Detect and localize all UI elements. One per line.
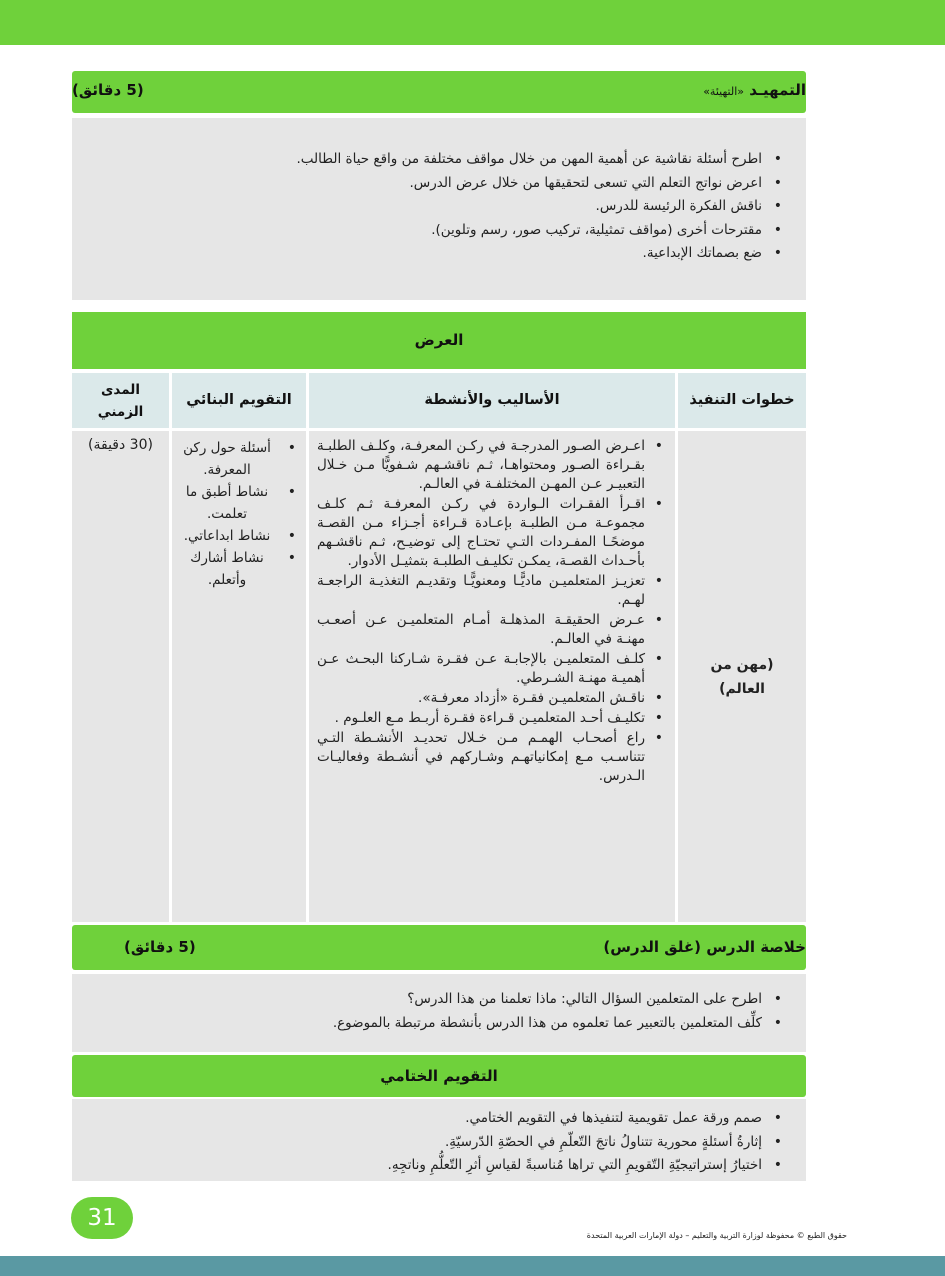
list-item: • اقـرأ الفقـرات الـواردة في ركـن المعرفـة ثـم كلـف مجموعـة مـن الطلبـة بإعـادة قـراءة أجـزاء مـن القصـة موضحًـا المفـردات التـي تحتـاج إلى توضيـح، ثـم ناقشـهم بأحـداث القصـة، يمكـن تكليـف الطلبـة بتمثيـل الأدوار. <box>317 495 665 571</box>
header-time-line2: الزمني <box>97 404 144 420</box>
copyright-notice: حقوق الطبع © محفوظة لوزارة التربية والتعليم – دولة الإمارات العربية المتحدة <box>586 1231 847 1240</box>
bottom-banner <box>0 1256 945 1276</box>
evaluation-list <box>178 437 298 591</box>
list-item: • صمم ورقة عمل تقويمية لتنفيذها في التقويم الختامي. <box>92 1107 784 1131</box>
header-time <box>72 373 169 428</box>
list-item: • راع أصحـاب الهمـم مـن خـلال تحديـد الأنشـطة التـي تتناسـب مـع إمكانياتهـم وشـاركهم في أنشـطة وفعاليـات الـدرس. <box>317 729 665 786</box>
list-item: • نشاط أطبق ما تعلمت. <box>178 481 298 525</box>
header-activities: الأساليب والأنشطة <box>309 373 675 428</box>
list-item: • كلِّف المتعلمين بالتعبير عما تعلموه من هذا الدرس بأنشطة مرتبطة بالموضوع. <box>92 1012 784 1036</box>
summary-duration: (5 دقائق) <box>124 938 196 956</box>
intro-header <box>72 71 806 113</box>
header-time-line1: المدى <box>101 382 140 398</box>
header-evaluation: التقويم البنائي <box>172 373 306 428</box>
intro-duration: (5 دقائق) <box>72 81 144 99</box>
list-item: • عـرض الحقيقـة المذهلـة أمـام المتعلميـن عـن أصعـب مهنـة في العالـم. <box>317 611 665 649</box>
evaluation-cell <box>172 431 306 922</box>
final-eval-panel <box>72 1099 806 1181</box>
final-eval-list <box>92 1107 784 1178</box>
summary-title: خلاصة الدرس (غلق الدرس) <box>603 938 806 956</box>
steps-cell <box>678 431 806 922</box>
activities-list <box>317 437 665 786</box>
activities-cell <box>309 431 675 922</box>
step-label: (مهن من العالم) <box>710 657 774 697</box>
final-eval-header: التقويم الختامي <box>72 1055 806 1097</box>
presentation-table <box>72 371 806 922</box>
time-cell: (30 دقيقة) <box>72 431 169 922</box>
list-item: • اعـرض الصـور المدرجـة في ركـن المعرفـة، وكلـف الطلبـة بقـراءة الصـور ومحتواهـا، ثـم ناقشـهم شـفويًّا مـن خـلال التعبيـر عـن المهـن المختلفـة في العالـم. <box>317 437 665 494</box>
intro-title: التمهيـد «التهيئة» <box>703 81 806 99</box>
header-steps: خطوات التنفيذ <box>678 373 806 428</box>
top-banner <box>0 0 945 45</box>
list-item: • إثارةُ أسئلةٍ محورية تتناولُ ناتجَ التّعلّمِ في الحصّةِ الدّرسيّةِ. <box>92 1131 784 1155</box>
summary-header <box>72 925 806 970</box>
presentation-header: العرض <box>72 312 806 369</box>
summary-panel <box>72 974 806 1052</box>
list-item: • نشاط أشارك وأتعلم. <box>178 547 298 591</box>
list-item: • ضع بصماتك الإبداعية. <box>92 242 784 266</box>
intro-list <box>92 148 784 266</box>
intro-subtitle: «التهيئة» <box>703 85 744 98</box>
list-item: • اطرح أسئلة نقاشية عن أهمية المهن من خلال مواقف مختلفة من واقع حياة الطالب. <box>92 148 784 172</box>
page-number: 31 <box>71 1197 133 1239</box>
intro-panel <box>72 118 806 300</box>
list-item: • اعرض نواتج التعلم التي تسعى لتحقيقها من خلال عرض الدرس. <box>92 172 784 196</box>
list-item: • تعزيـز المتعلميـن ماديًّـا ومعنويًّـا وتقديـم التغذيـة الراجعـة لهـم. <box>317 572 665 610</box>
summary-list <box>92 988 784 1035</box>
list-item: • كلـف المتعلميـن بالإجابـة عـن فقـرة شـاركنا البحـث عـن أهميـة مهنـة الشـرطي. <box>317 650 665 688</box>
list-item: • أسئلة حول ركن المعرفة. <box>178 437 298 481</box>
list-item: • نشاط ابداعاتي. <box>178 525 298 547</box>
list-item: • تكليـف أحـد المتعلميـن قـراءة فقـرة أربـط مـع العلـوم . <box>317 709 665 728</box>
list-item: • اختيارُ إستراتيجيّةِ التّقويمِ التي تراها مُناسبةً لقياسِ أثرِ التّعلُّمِ وناتجِهِ. <box>92 1154 784 1178</box>
list-item: • اطرح على المتعلمين السؤال التالي: ماذا تعلمنا من هذا الدرس؟ <box>92 988 784 1012</box>
list-item: • ناقـش المتعلميـن فقـرة «أزداد معرفـة». <box>317 689 665 708</box>
list-item: • ناقش الفكرة الرئيسة للدرس. <box>92 195 784 219</box>
list-item: • مقترحات أخرى (مواقف تمثيلية، تركيب صور، رسم وتلوين). <box>92 219 784 243</box>
